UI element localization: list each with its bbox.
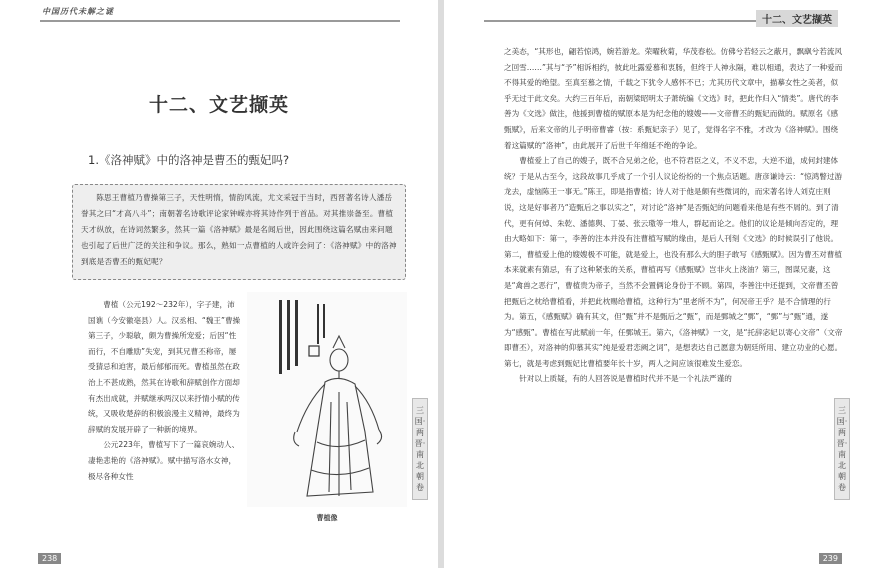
paragraph: 曹植（公元192～232年），字子建，沛国谯（今安徽亳县）人。汉丞相、“魏王”曹操第三子，少聪敏，颇为曹操所宠爱；后因“性而行，不自雕励”失宠，到其兄曹丕称帝，屡受猜忌和迫害，最后郁郁而死。曹植虽然在政治上不甚成熟，然其在诗歌和辞赋创作方面却有杰出成就，并赋继承两汉以来抒情小赋的传统，又吸收楚辞的积极浪漫主义精神，最终为辞赋的发展开辟了一种新的境界。 [88,300,241,434]
header-rule [40,20,400,22]
running-head: 十二、文艺撷英 [756,10,838,27]
section-title: 1.《洛神赋》中的洛神是曹丕的甄妃吗? [88,153,290,167]
paragraph: 之美态，“其形也，翩若惊鸿，婉若游龙。荣曜秋菊，华茂春松。仿佛兮若轻云之蔽月，飘飖兮若流风之回雪……”其与“予”相诉相约，彼此吐露爱慕和衷肠，但终于人神永隔，难以相通，表达了一种爱而不得其爱的绝望。至真至慕之情，千载之下犹令人感怀不已；尤其历代文章中，描摹女性之美者，似乎无过于此文矣。大约三百年后，南朝梁昭明太子萧统编《文选》时，把此作归入“情类”。唐代的李善为《文选》做注，他援到曹植的赋原本是为纪念他的嫂嫂——文帝曹丕的甄妃而做的。赋原名《感甄赋》，后来文帝的儿子明帝曹睿（按：系甄妃亲子）见了，觉得名字不雅，才改为《洛神赋》。围绕着这篇赋的“洛神”，由此展开了后世千年绵延不绝的争论。 [504,47,843,150]
page-number: 239 [819,553,842,564]
paragraph: 公元223年，曹植写下了一篇哀婉动人、凄艳悲艳的《洛神赋》。赋中描写洛水女神，极尽各种女性 [88,440,240,481]
cao-zhi-portrait [247,292,407,507]
side-tab: 三国·两晋·南北朝卷 [834,398,850,500]
figure-outline [294,336,382,496]
intro-box [72,184,406,280]
chapter-title: 十二、文艺撷英 [148,94,289,116]
calligraphy-inscription [279,300,325,374]
body-text-right [504,44,844,387]
intro-text: 陈思王曹植乃曹操第三子，天性明惰，情韵风流，尤文采冠于当时，西晋著名诗人潘岳誉其之曰“才高八斗”；南朝著名诗歌评论家钟嵘亦将其诗作列于首品。对其推崇备至。曹植天才纵放，在诗词然繁多，然其一篇《洛神赋》最是名闻后世，因此围绕这篇名赋由来问题也引起了后世广泛的关注和争议。那么，熟如一点曹植的人或许会问了：《洛神赋》中的洛神到底是否曹丕的甄妃呢？ [81,193,397,266]
right-page [444,0,882,568]
paragraph: 曹植爱上了自己的嫂子，既不合兄弟之伦，也不符君臣之义，不义不忠，大逆不道，成何封建体统？于是从古至今，这段故事几乎成了一个引人议论纷纷的一个焦点话题。唐彦谦诗云：“惊鸿瞥过游龙去，虚恼陈王一事无。”陈王，即是指曹植；诗人对于他是颇有些微词的，而宋著名诗人刘克庄则说，这是好事者乃“造甄后之事以实之”，对讨论“洛神”是否甄妃的问题看来他是有些不屑的。到了清代，更有何焯、朱乾、潘德舆、丁晏、张云璈等一堆人，群起而论之。他们的议论是倾向否定的，理由大略如下：第一，李善的注本并没有注曹植写赋的缘由，是后人刊刻《文选》的时候误引了他说。第二，曹植爱上他的嫂嫂极不可能，就是爱上，也没有那么大的胆子敢写《感甄赋》。因为曹丕对曹植本来就素有猜忌，有了这种紧张的关系，曹植再写《感甄赋》岂非火上浇油？第三，图谋兄妻，这是“禽兽之恶行”，曹植贵为帝子，当然不会置俩论身份于不顾。第四，李善注中还提到，文帝曹丕曾把甄后之枕给曹植看，并把此枕赐给曹植，这种行为“里老所不为”，何况帝王乎？是不合情理的行为。第五，《感甄赋》确有其文，但“甄”并不是甄后之“甄”，而是鄄城之“鄄”，“鄄”与“甄”通，遂为“感甄”。曹植在写此赋前一年，任鄄城王。第六，《洛神赋》一文，是“托辞宓妃以寄心文帝”（文帝即曹丕），对洛神的仰慕其实“纯是爱君恋阙之词”，是想表达自己愿意为朝廷所用、建立功业的心愿。第七，就是考虑到甄妃比曹植要年长十岁，两人之间应该很难发生爱恋。 [504,156,843,368]
figure-caption: 曹植像 [316,514,338,522]
portrait-drawing [247,292,407,507]
side-tab: 三国·两晋·南北朝卷 [412,398,428,500]
series-title: 中国历代未解之谜 [42,7,114,16]
page-number: 238 [38,553,61,564]
left-page [0,0,438,568]
body-text-left [88,297,242,484]
paragraph: 针对以上质疑，有的人回答说是曹植时代并不是一个礼法严谨的 [519,374,732,384]
